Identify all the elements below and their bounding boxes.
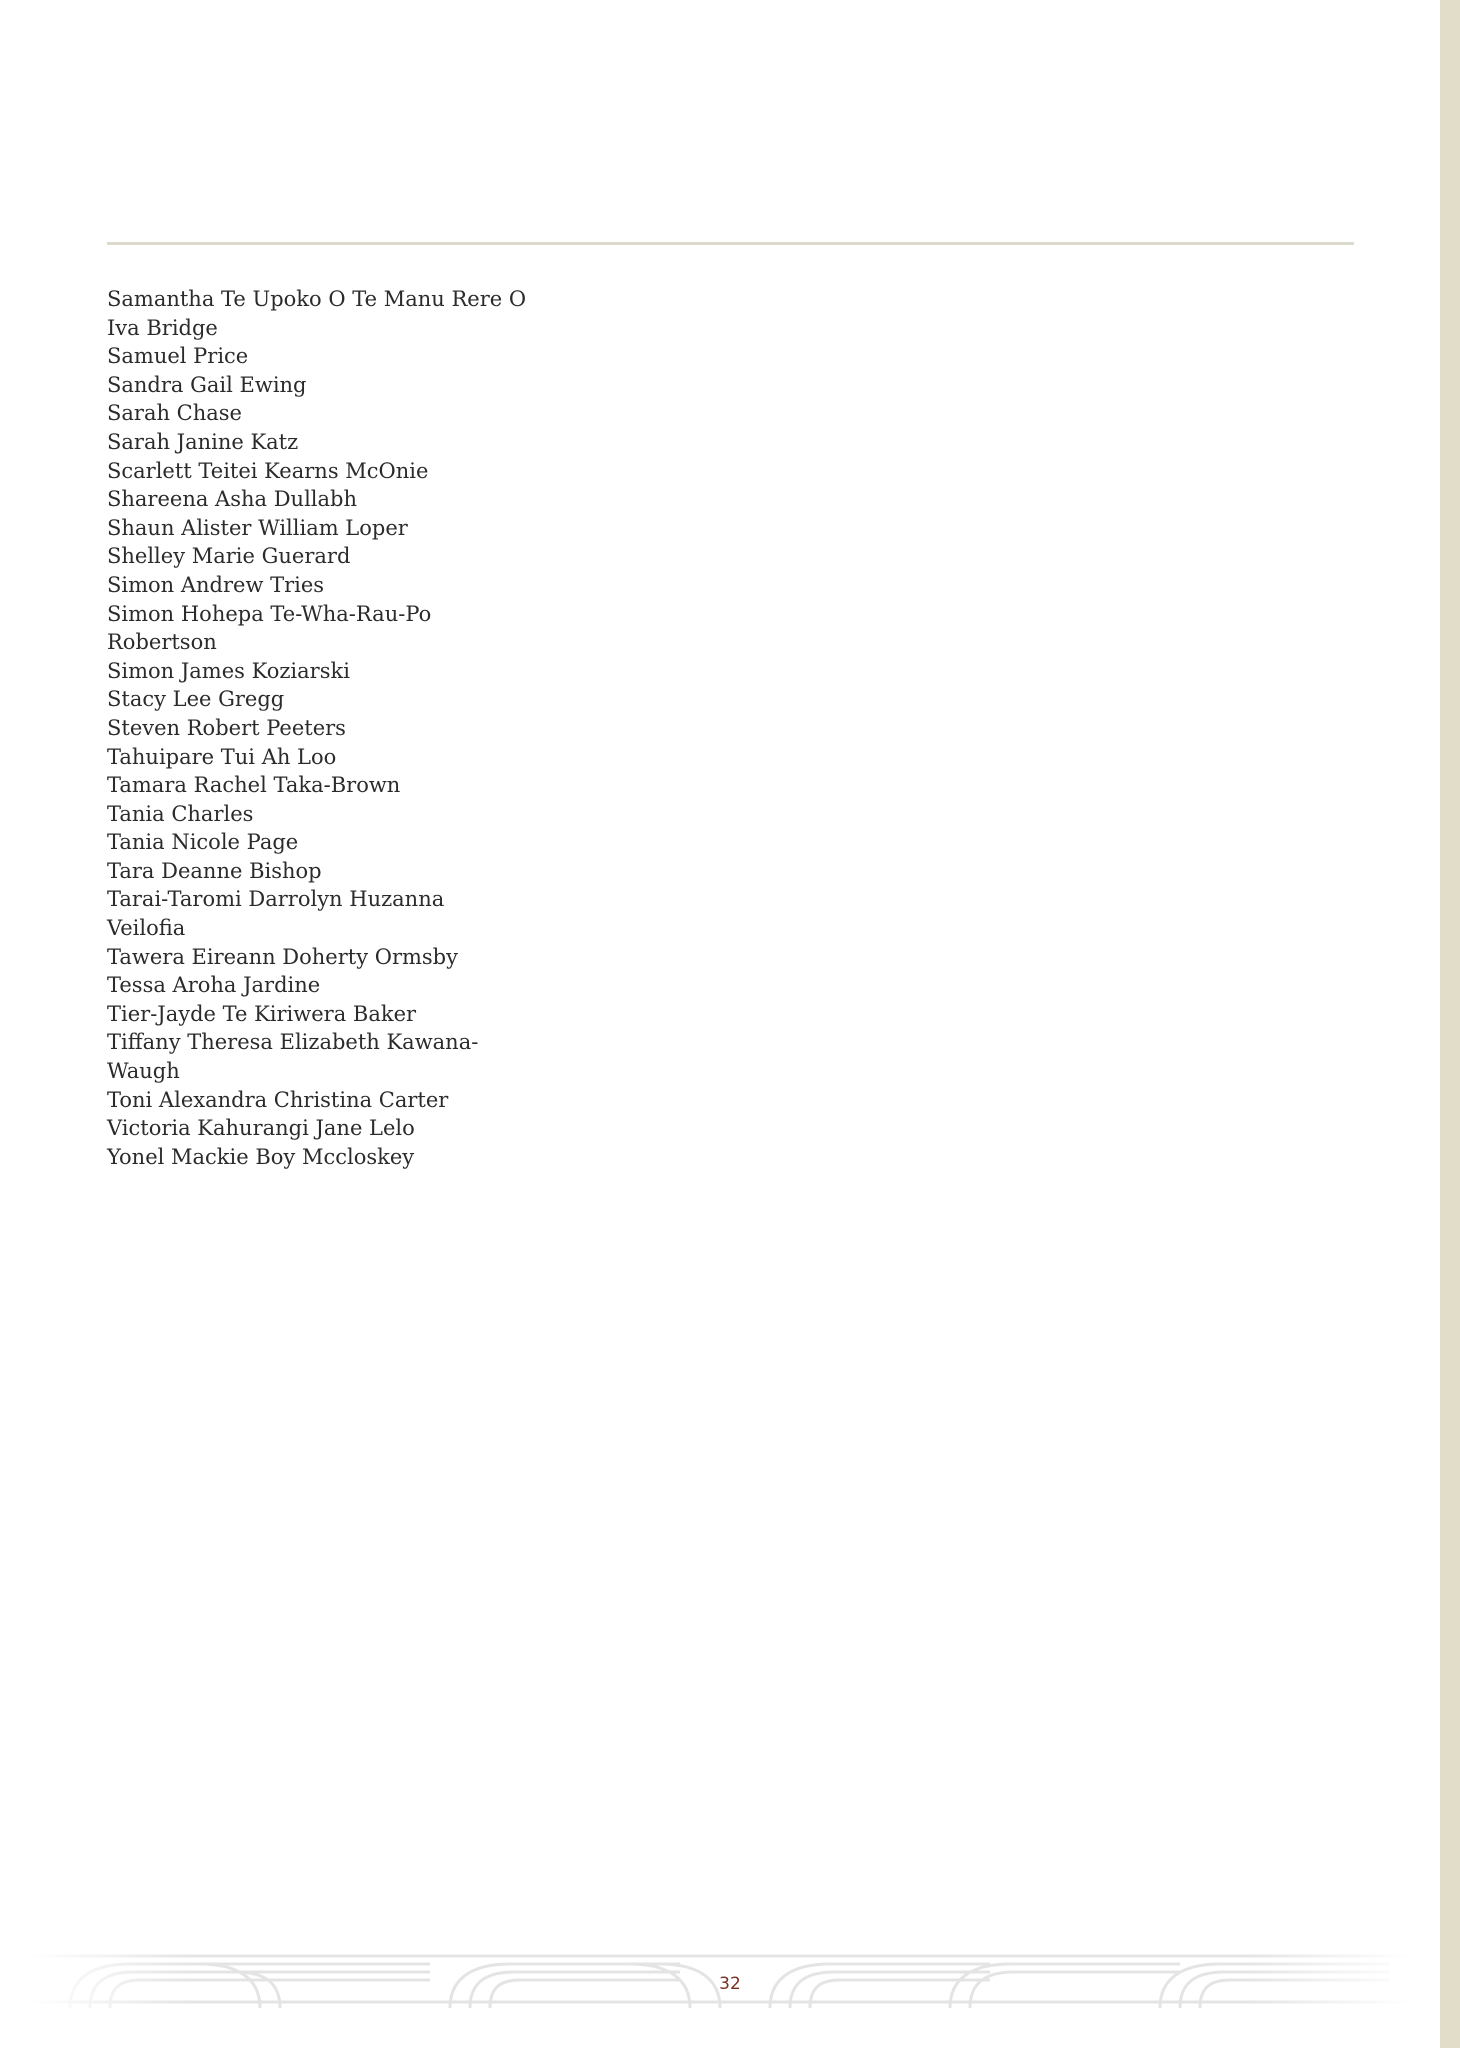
- page-number: 32: [719, 1974, 741, 1994]
- list-item: Toni Alexandra Christina Carter: [107, 1087, 449, 1112]
- list-item: Sandra Gail Ewing: [107, 372, 307, 397]
- list-item: Waugh: [107, 1059, 180, 1084]
- list-item: Tania Nicole Page: [107, 830, 299, 855]
- list-item: Scarlett Teitei Kearns McOnie: [107, 458, 429, 483]
- list-item: Victoria Kahurangi Jane Lelo: [107, 1116, 415, 1141]
- list-item: Yonel Mackie Boy Mccloskey: [107, 1144, 415, 1169]
- list-item: Veilofia: [107, 916, 186, 941]
- list-item: Simon James Koziarski: [107, 658, 350, 683]
- list-item: Tahuipare Tui Ah Loo: [107, 744, 337, 769]
- names-list: [107, 285, 526, 1171]
- list-item: Shelley Marie Guerard: [107, 544, 351, 569]
- header-rule: [107, 242, 1354, 245]
- list-item: Samantha Te Upoko O Te Manu Rere O: [107, 287, 527, 311]
- list-item: Tawera Eireann Doherty Ormsby: [107, 944, 458, 969]
- list-item: Shareena Asha Dullabh: [107, 487, 357, 512]
- list-item: Tiffany Theresa Elizabeth Kawana-: [107, 1030, 479, 1055]
- list-item: Tania Charles: [107, 801, 254, 826]
- list-item: Shaun Alister William Loper: [107, 515, 408, 540]
- list-item: Sarah Janine Katz: [107, 429, 299, 454]
- page-edge-band: [1440, 0, 1460, 2048]
- list-item: Tier-Jayde Te Kiriwera Baker: [107, 1001, 417, 1026]
- list-item: Iva Bridge: [107, 315, 218, 340]
- list-item: Samuel Price: [107, 344, 249, 369]
- list-item: Sarah Chase: [107, 401, 242, 426]
- list-item: Tessa Aroha Jardine: [107, 973, 321, 998]
- list-item: Simon Hohepa Te-Wha-Rau-Po: [107, 601, 432, 626]
- list-item: Robertson: [107, 630, 217, 655]
- list-item: Tara Deanne Bishop: [107, 858, 322, 883]
- list-item: Stacy Lee Gregg: [107, 687, 285, 712]
- list-item: Tamara Rachel Taka-Brown: [107, 773, 401, 798]
- list-item: Tarai-Taromi Darrolyn Huzanna: [107, 887, 445, 912]
- list-item: Steven Robert Peeters: [107, 715, 346, 740]
- list-item: Simon Andrew Tries: [107, 572, 325, 597]
